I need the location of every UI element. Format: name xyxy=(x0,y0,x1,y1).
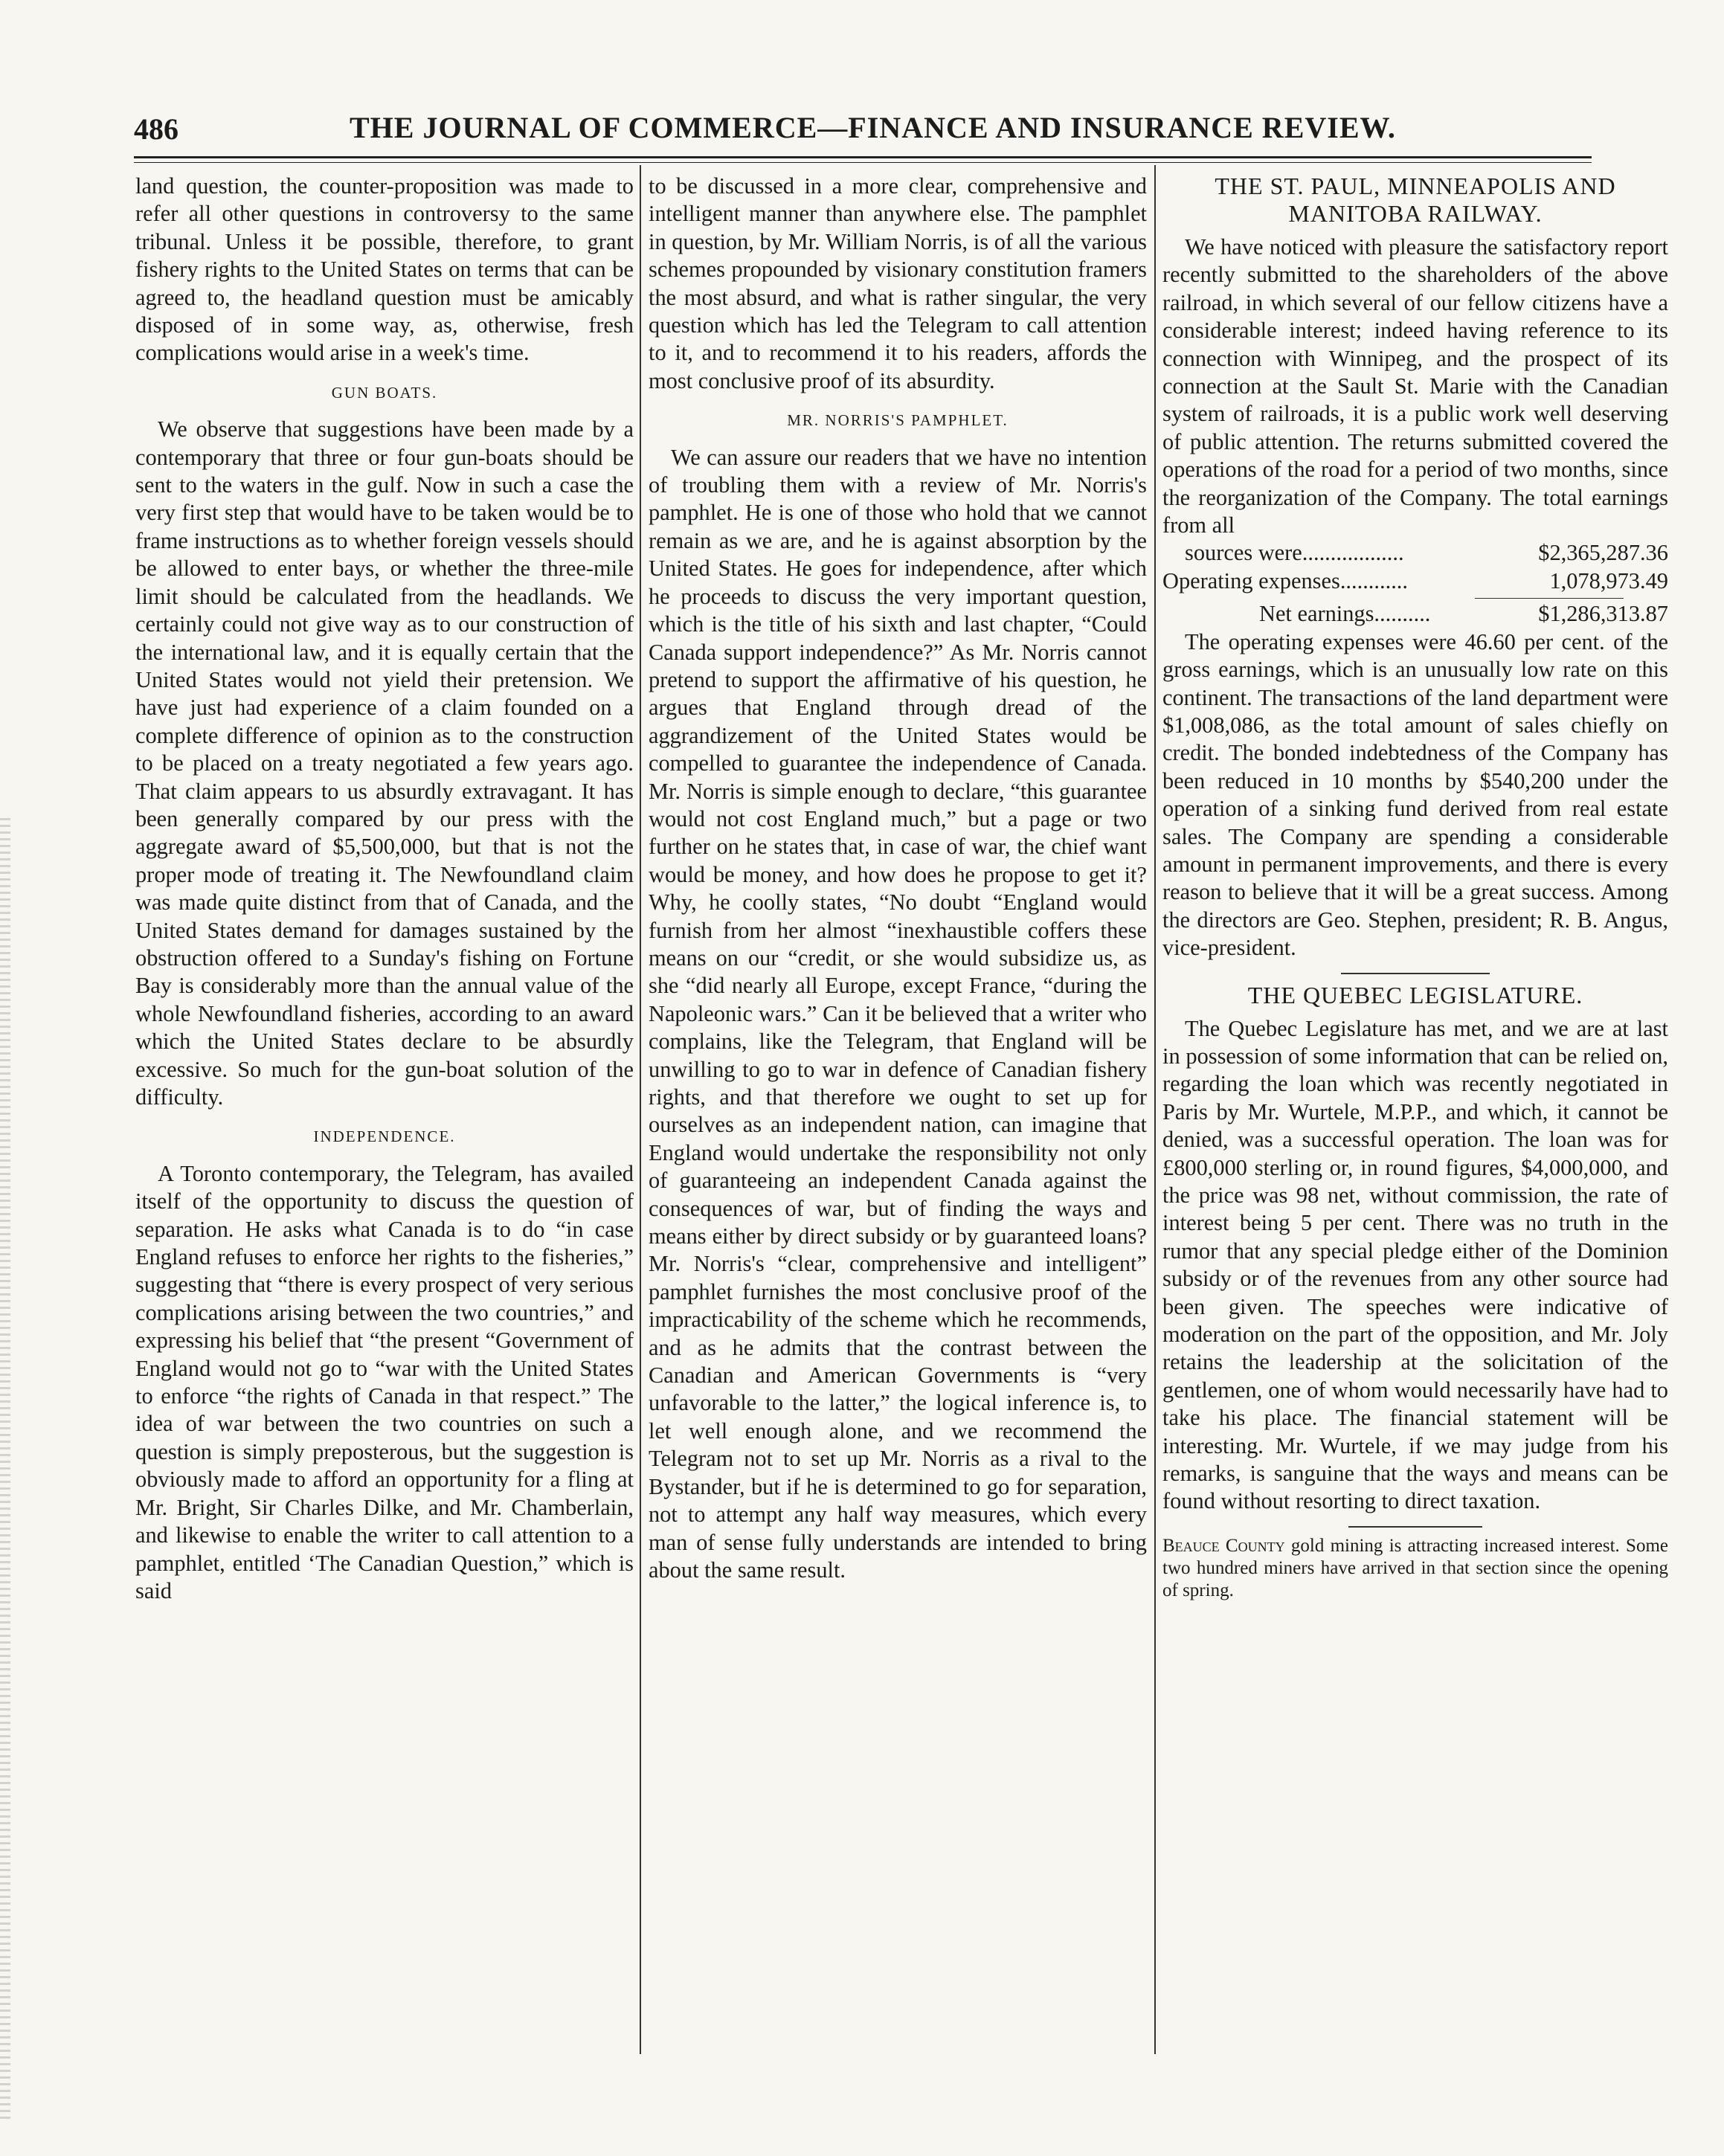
page-edge-binding xyxy=(0,818,10,2120)
quebec-text: The Quebec Legislature has met, and we are at last in possession of some information that can be relied on, regarding the loan which was recently negotiated in Paris by Mr. Wurtele, M.P.P., and which, it cannot be denied, was a successful operation. The loan was for £800,000 sterling or, in round figures, $4,000,000, and the price was 98 net, without commission, the rate of interest being 5 per cent. There was no truth in the rumor that any special pledge either of the Dominion subsidy or of the revenues from any other source had been given. The speeches were indicative of moderation on the part of the opposition, and Mr. Joly retains the leadership at the solicitation of the gentlemen, one of whom would necessarily have had to take his place. The financial statement will be interesting. Mr. Wurtele, if we may judge from his remarks, is sanguine that the ways and means can be found without resorting to direct taxation. xyxy=(1162,1015,1668,1514)
earnings-value: 1,078,973.49 xyxy=(1549,567,1668,593)
net-earnings-value: $1,286,313.87 xyxy=(1538,601,1668,627)
net-earnings-label: Net earnings.......... xyxy=(1259,601,1431,627)
beauce-county-note xyxy=(1162,1535,1668,1602)
column-divider-1 xyxy=(640,165,641,2054)
article-separator xyxy=(1341,973,1490,974)
journal-title: THE JOURNAL OF COMMERCE—FINANCE AND INSURANCE REVIEW. xyxy=(350,111,1396,144)
section-heading-norris-pamphlet: MR. NORRIS'S PAMPHLET. xyxy=(787,411,1009,430)
column-2 xyxy=(649,173,1147,2062)
section-heading-gun-boats: GUN BOATS. xyxy=(331,383,438,402)
earnings-table xyxy=(1162,539,1668,628)
earnings-value: $2,365,287.36 xyxy=(1538,540,1668,566)
article-continued-text: land question, the counter-proposition was made to refer all other questions in controversy to the same tribunal. Unless it be possible, therefore, to grant fishery rights to the United States on terms that can be agreed to, the headland question must be amicably disposed of in some way, as, otherwise, fresh complications would arise in a week's time. xyxy=(135,173,634,366)
note-separator xyxy=(1348,1526,1482,1528)
beauce-text: gold mining is attracting increased interest. Some two hundred miners have arrived in that section since the opening of spring. xyxy=(1162,1535,1668,1600)
header-rule-thin xyxy=(134,162,1592,163)
earnings-row xyxy=(1162,567,1668,595)
independence-continued-text: to be discussed in a more clear, comprehensive and intelligent manner than anywhere else. The pamphlet in question, by Mr. William Norris, is of all the various schemes propounded by visionary constitution framers the most absurd, and what is rather singular, the very question which has led the Telegram to call attention to it, and to recommend it to his readers, affords the most conclusive proof of its absurdity. xyxy=(649,173,1147,393)
page-number: 486 xyxy=(134,112,178,146)
earnings-row xyxy=(1162,539,1668,567)
net-earnings-row xyxy=(1162,600,1668,628)
gun-boats-text: We observe that suggestions have been made by a contemporary that three or four gun-boats should be sent to the waters in the gulf. Now in such a case the very first step that would have to be taken would be to frame instructions as to whether foreign vessels should be allowed to enter bays, or whether the three-mile limit should be calculated from the headlands. We certainly could not give way as to our construction of the international law, and it is equally certain that the United States would not yield their pretension. We have just had experience of a claim founded on a complete difference of opinion as to the construction to be placed on a treaty negotiated a few years ago. That claim appears to us absurdly extravagant. It has been generally compared by our press with the aggregate award of $5,500,000, but that is not the proper mode of treating it. The Newfoundland claim was made quite distinct from that of Canada, and the United States demand for damages sustained by the obstruction offered to a Sunday's fishing on Fortune Bay is considerably more than the annual value of the whole Newfoundland fisheries, according to an award which the United States declare to be absurdly excessive. So much for the gun-boat solution of the difficulty. xyxy=(135,416,634,1110)
sum-rule xyxy=(1475,598,1624,599)
article-heading-quebec: THE QUEBEC LEGISLATURE. xyxy=(1247,981,1583,1008)
norris-pamphlet-text: We can assure our readers that we have no intention of troubling them with a review of Mr. Norris's pamphlet. He is one of those who hold that we cannot remain as we are, and he is against absorption by the United States. He goes for independence, after which he proceeds to discuss the very important question, which is the title of his sixth and last chapter, “Could Canada support independence?” As Mr. Norris cannot pretend to support the affirmative of his question, he argues that England through dread of the aggrandizement of the United States would be compelled to guarantee the independence of Canada. Mr. Norris is simple enough to declare, “this guarantee would not cost England much,” but a page or two further on he states that, in case of war, the chief want would be money, and how does he propose to get it? Why, he coolly states, “No doubt “England would furnish from her almost “inexhaustible coffers these means on our “credit, or she would subsidize us, as she “did nearly all Europe, except France, “during the Napoleonic wars.” Can it be believed that a writer who complains, like the Telegram, that England will be unwilling to go to war in defence of Canadian fishery rights, and that therefore we ought to set up for ourselves as an independent nation, can imagine that England would undertake the responsibility not only of guaranteeing an independent Canada against the consequences of war, but of finding the ways and means either by direct subsidy or by guaranteed loans? Mr. Norris's “clear, comprehensive and intelligent” pamphlet furnishes the most conclusive proof of the impracticability of the scheme which he recommends, and as he admits that the contrast between the Canadian and American Governments is “very unfavorable to the latter,” the logical inference is, to let well enough alone, and we recommend the Telegram not to set up Mr. Norris as a rival to the Bystander, but if he is determined to go for separation, not to attempt any half way measures, which every man of sense fully understands are intended to bring about the same result. xyxy=(649,444,1147,1583)
column-divider-2 xyxy=(1154,165,1156,2054)
page-header xyxy=(134,106,1592,158)
section-heading-independence: INDEPENDENCE. xyxy=(313,1127,456,1146)
earnings-label: sources were.................. xyxy=(1185,540,1404,566)
column-3 xyxy=(1162,173,1668,2062)
article-heading-railway: THE ST. PAUL, MINNEAPOLIS AND MANITOBA RAILWAY. xyxy=(1215,173,1616,227)
independence-text: A Toronto contemporary, the Telegram, has availed itself of the opportunity to discuss the question of separation. He asks what Canada is to do “in case England refuses to enforce her rights to the fisheries,” suggesting that “there is every prospect of very serious complications arising between the two countries,” and expressing his belief that “the present “Government of England would not go to “war with the United States to enforce “the rights of Canada in that respect.” The idea of war between the two countries on such a question is simply preposterous, but the suggestion is obviously made to afford an opportunity for a fling at Mr. Bright, Sir Charles Dilke, and Mr. Chamberlain, and likewise to enable the writer to call attention to a pamphlet, entitled ‘The Canadian Question,” which is said xyxy=(135,1160,634,1603)
earnings-label: Operating expenses............ xyxy=(1162,567,1408,593)
beauce-lead: Beauce County xyxy=(1162,1535,1285,1556)
railway-text-1: We have noticed with pleasure the satisfactory report recently submitted to the shareholders of the above railroad, in which several of our fellow citizens have a considerable interest; indeed having reference to its connection with Winnipeg, and the prospect of its connection at the Sault St. Marie with the Canadian system of railroads, it is a public work well deserving of public attention. The returns submitted covered the operations of the road for a period of two months, since the reorganization of the Company. The total earnings from all xyxy=(1162,234,1668,538)
header-rule-thick xyxy=(134,156,1592,158)
railway-text-2: The operating expenses were 46.60 per cent. of the gross earnings, which is an unusually low rate on this continent. The transactions of the land department were $1,008,086, as the total amount of sales chiefly on credit. The bonded indebtedness of the Company has been reduced in 10 months by $540,200 under the operation of a sinking fund derived from real estate sales. The Company are spending a considerable amount in permanent improvements, and there is every reason to believe that it will be a great success. Among the directors are Geo. Stephen, president; R. B. Angus, vice-president. xyxy=(1162,628,1668,961)
column-1 xyxy=(135,173,634,2062)
